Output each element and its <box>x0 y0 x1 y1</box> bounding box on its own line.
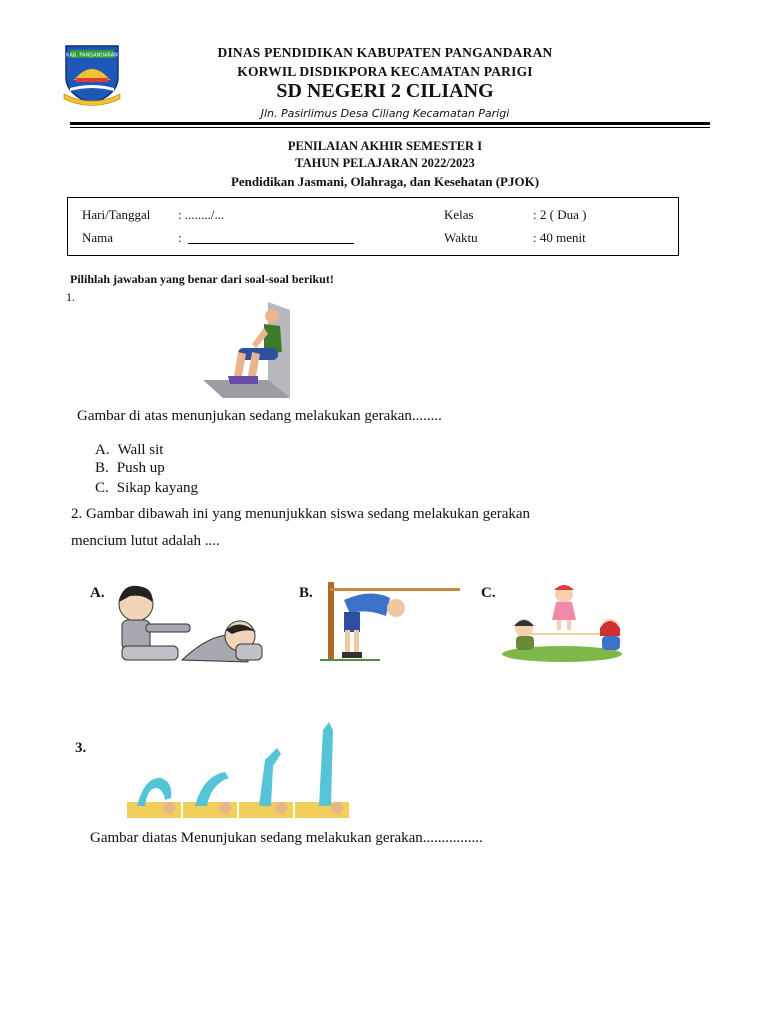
class-value: : 2 ( Dua ) <box>533 207 587 222</box>
academic-year: TAHUN PELAJARAN 2022/2023 <box>295 156 475 170</box>
option-text: Sikap kayang <box>116 480 198 496</box>
option-text: Push up <box>116 460 165 476</box>
q1-text: Gambar di atas menunjukan sedang melakukan gerakan........ <box>77 408 442 424</box>
wall-sit-illustration <box>198 300 298 400</box>
q3-text: Gambar diatas Menunjukan sedang melakukan gerakan................ <box>90 830 483 846</box>
q2-option-c-letter[interactable]: C. <box>481 585 496 601</box>
option-letter: C. <box>95 480 109 496</box>
name-label: Nama <box>82 230 114 245</box>
kneel-kiss-illustration[interactable] <box>108 582 268 668</box>
bending-under-bar-illustration[interactable] <box>320 580 460 664</box>
option-letter: B. <box>95 460 109 476</box>
exam-title: PENILAIAN AKHIR SEMESTER I <box>287 139 483 153</box>
school-name: SD NEGERI 2 CILIANG <box>276 80 494 102</box>
day-label: Hari/Tanggal <box>82 207 151 222</box>
district-logo <box>62 44 122 106</box>
name-value: : <box>178 230 182 245</box>
class-label: Kelas <box>444 207 474 222</box>
q2-option-a-letter[interactable]: A. <box>90 585 105 601</box>
jump-rope-kids-illustration[interactable] <box>500 582 624 662</box>
q2-text-line-1: 2. Gambar dibawah ini yang menunjukkan siswa sedang melakukan gerakan <box>71 506 531 522</box>
q2-option-b-letter[interactable]: B. <box>299 585 313 601</box>
instruction: Pilihlah jawaban yang benar dari soal-soal berikut! <box>70 272 334 286</box>
q1-option-b[interactable] <box>95 459 165 477</box>
q1-number: 1. <box>66 290 75 304</box>
school-address: Jln. Pasirlimus Desa Ciliang Kecamatan Parigi <box>260 107 510 120</box>
q1-option-a[interactable] <box>95 441 163 459</box>
q3-number: 3. <box>75 740 87 756</box>
day-value: : ......../... <box>178 207 225 222</box>
time-label: Waktu <box>444 230 478 245</box>
q1-option-c[interactable] <box>95 479 198 497</box>
option-text: Wall sit <box>117 442 164 458</box>
header-line-1: DINAS PENDIDIKAN KABUPATEN PANGANDARAN <box>217 45 553 60</box>
student-info-box <box>67 197 679 256</box>
q2-text-line-2: mencium lutut adalah .... <box>71 533 220 549</box>
header-rule-thin <box>70 127 710 128</box>
time-value: : 40 menit <box>533 230 586 245</box>
name-underline <box>188 243 354 244</box>
option-letter: A. <box>95 442 110 458</box>
logo-text: KAB. PANGANDARAN <box>66 52 118 59</box>
shoulder-stand-illustration <box>125 720 349 822</box>
header-rule-thick <box>70 122 710 125</box>
subject-title: Pendidikan Jasmani, Olahraga, dan Kesehatan (PJOK) <box>230 174 540 189</box>
header-line-2: KORWIL DISDIKPORA KECAMATAN PARIGI <box>237 64 533 79</box>
